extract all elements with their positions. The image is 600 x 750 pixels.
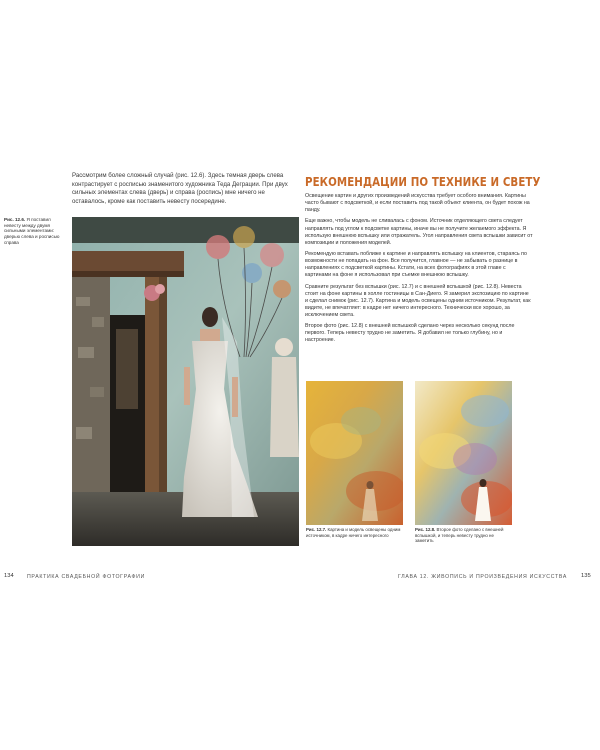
section-heading: РЕКОМЕНДАЦИИ ПО ТЕХНИКЕ И СВЕТУ (305, 174, 541, 189)
paragraph: Второе фото (рис. 12.8) с внешней вспышкой сделано через несколько секунд после первого. Теперь невесту трудно не заметить. Я добавил не только глубину, но и настроение. (305, 323, 515, 344)
page-number-right: 135 (581, 573, 591, 579)
figure-caption-12-6 (4, 217, 68, 246)
paragraph: Сравните результат без вспышки (рис. 12.7) и с внешней вспышкой (рис. 12.8). Невеста стоит на фоне картины в холле гостиницы в Сан-Диего. Я замерил экспозицию по картине и сделал снимок (рис. 12.7). Картина и модель освещены одним источником. Результат, как видите, не впечатляет: в кадре нет ничего интересного. Технически все хорошо, за исключением света. (305, 283, 531, 318)
body-column (305, 193, 533, 349)
caption-text: Я поставил невесту между двумя сильными элементами: дверью слева и росписью справа (4, 217, 60, 245)
photo-fig-12-8 (415, 381, 512, 525)
caption-fig-12-7 (306, 527, 403, 538)
running-title-right: ГЛАВА 12. ЖИВОПИСЬ И ПРОИЗВЕДЕНИЯ ИСКУССТВА (398, 574, 567, 580)
caption-label: Рис. 12.7. (306, 527, 327, 532)
photo-fig-12-7 (306, 381, 403, 525)
bride-mural-photo (72, 217, 299, 546)
paragraph: Еще важно, чтобы модель не сливалась с фоном. Источник отделяющего света следует направлять под углом к подсветке картины, иначе вы не получите желаемого эффекта. Я использую внешнюю вспышку или отражатель. Угол направления света вспышки зависит от композиции и положения моделей. (305, 218, 533, 246)
caption-text: Картина и модель освещены одним источником, в кадре ничего интересного (306, 527, 401, 538)
paragraph: Освещение картин и других произведений искусства требует особого внимания. Картины часто бывают с подсветкой, и если поставить под такой объект клиента, он будет похож на панду. (305, 193, 530, 214)
caption-fig-12-8 (415, 527, 512, 544)
caption-label: Рис. 12.8. (415, 527, 436, 532)
caption-text: Второе фото сделано с внешней вспышкой, и теперь невесту трудно не заметить (415, 527, 504, 544)
page-number-left: 134 (4, 573, 14, 579)
paragraph: Рекомендую вставать поближе к картине и направлять вспышку на клиентов, стараясь по возможности не попадать на фон. Все получится, главное — не забывать о разнице в направлениях с подсветкой картины. Кстати, на всех фотографиях в этой главе с картинами на фоне я использовал при съемке внешнюю вспышку. (305, 251, 527, 279)
caption-label: Рис. 12.6. (4, 217, 26, 222)
running-title-left: ПРАКТИКА СВАДЕБНОЙ ФОТОГРАФИИ (27, 574, 145, 580)
lead-paragraph: Рассмотрим более сложный случай (рис. 12.6). Здесь темная дверь слева контрастирует с росписью знаменитого художника Теда Деграции. При двух сильных элементах слева (дверь) и справа (роспись) мне ничего не оставалось, кроме как поставить невесту посередине. (72, 172, 288, 206)
